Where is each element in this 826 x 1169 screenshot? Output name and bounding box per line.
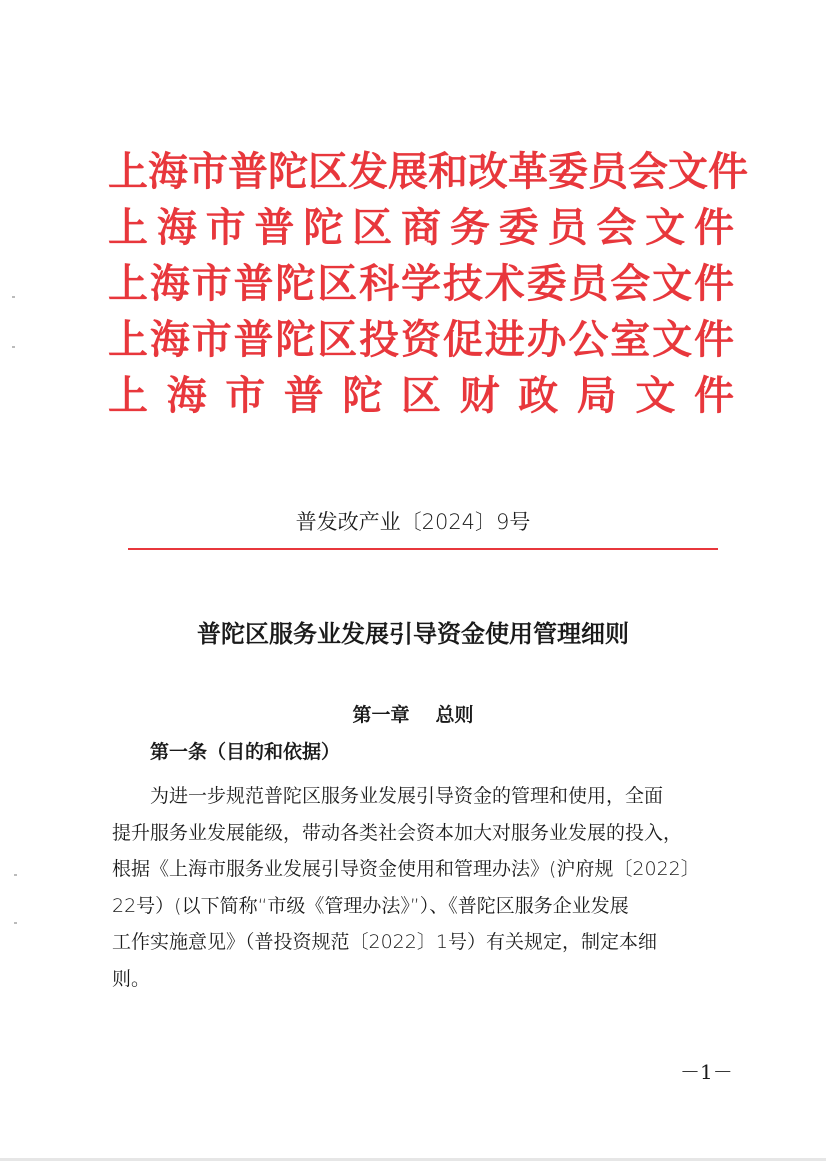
body-line: 根据《上海市服务业发展引导资金使用和管理办法》(沪府规〔2022〕 — [112, 858, 700, 881]
body-paragraph — [112, 778, 724, 998]
issuer-header — [108, 144, 748, 424]
issuer-line: 上海市普陀区财政局文件 — [108, 372, 734, 419]
body-line: 工作实施意见》（普投资规范〔2022〕1号）有关规定，制定本细 — [112, 931, 657, 954]
body-line: 则。 — [112, 967, 151, 990]
page-edge-shadow — [0, 1158, 826, 1161]
body-line: 22号）(以下简称“市级《管理办法》”）、《普陀区服务企业发展 — [112, 894, 629, 917]
article-heading: 第一条（目的和依据） — [150, 741, 341, 763]
scan-speck — [12, 346, 15, 348]
body-line: 为进一步规范普陀区服务业发展引导资金的管理和使用，全面 — [150, 785, 664, 807]
scan-speck — [14, 874, 17, 876]
issuer-line: 上海市普陀区商务委员会文件 — [108, 204, 734, 251]
scan-speck — [14, 922, 17, 924]
page-number: －1－ — [680, 1060, 733, 1084]
scan-speck — [12, 296, 15, 298]
red-divider — [128, 548, 718, 550]
document-number: 普发改产业〔2024〕9号 — [295, 510, 531, 534]
issuer-line: 上海市普陀区发展和改革委员会文件 — [108, 148, 748, 195]
issuer-line: 上海市普陀区投资促进办公室文件 — [108, 316, 734, 363]
document-title: 普陀区服务业发展引导资金使用管理细则 — [197, 619, 629, 648]
chapter-name: 总则 — [435, 704, 474, 726]
body-line: 提升服务业发展能级，带动各类社会资本加大对服务业发展的投入， — [112, 821, 683, 844]
chapter-heading — [0, 700, 826, 727]
issuer-line: 上海市普陀区科学技术委员会文件 — [108, 260, 734, 307]
chapter-number: 第一章 — [352, 704, 410, 726]
